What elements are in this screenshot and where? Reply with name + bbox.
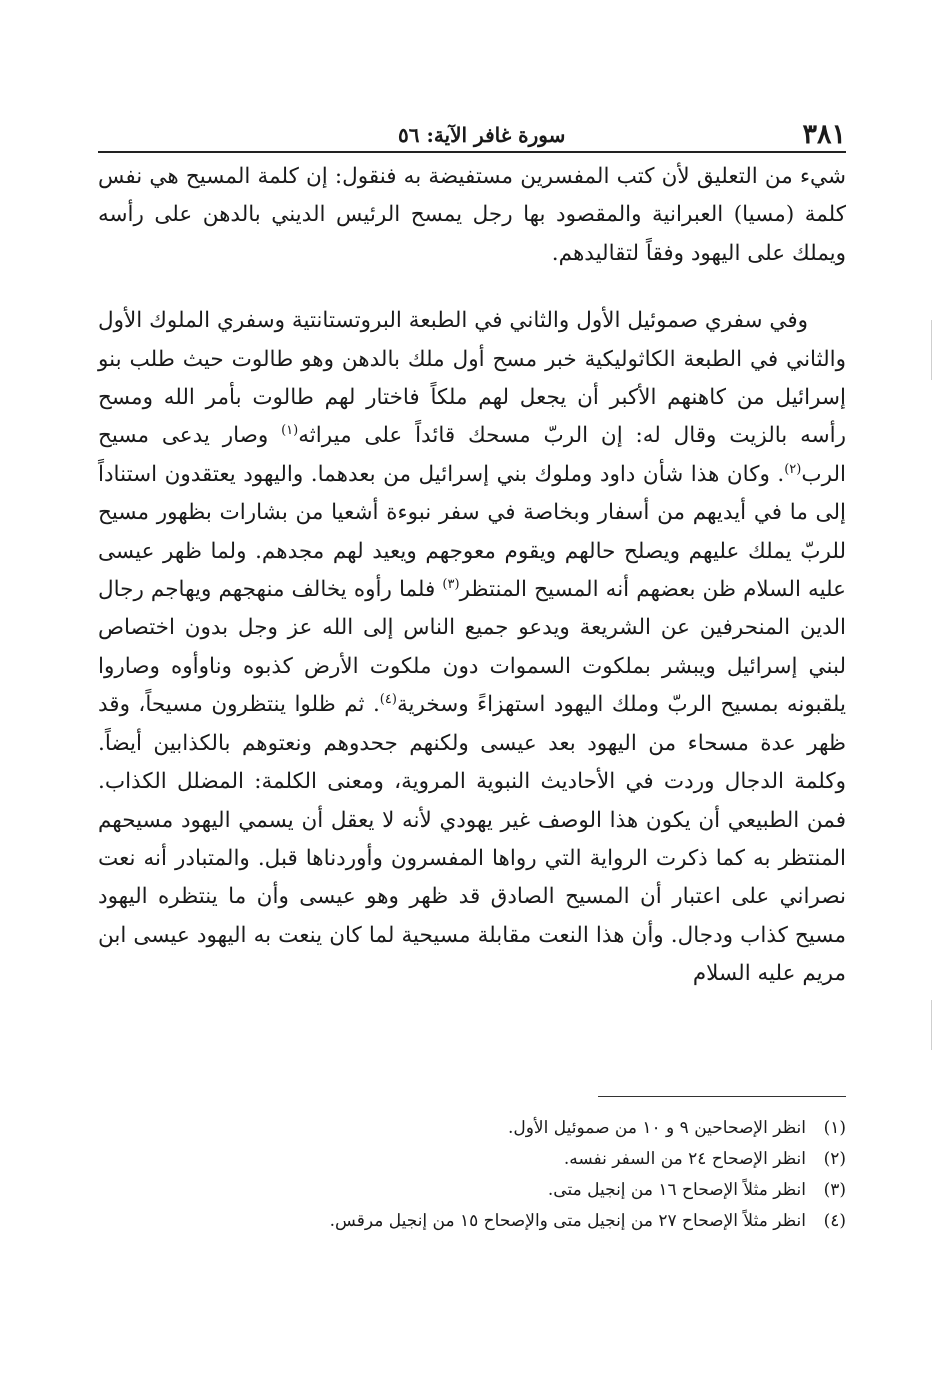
paragraph-2-part-c: . وكان هذا شأن داود وملوك بني إسرائيل من بعدهما. واليهود يعتقدون استناداً إلى ما في أيديهم من أسفار وبخاصة في سفر نبوءة أشعيا من بشارات بظهور مسيح للربّ يملك عليهم ويصلح حالهم ويقوم معوجهم ويعيد لهم مجدهم. ولما ظهر عيسى عليه السلام ظن بعضهم أنه المسيح المنتظر <box>98 461 847 603</box>
footnote-ref-2: (٢) <box>784 461 802 477</box>
footnote-3 <box>98 1175 846 1206</box>
footnote-1 <box>98 1113 846 1144</box>
paragraph-2 <box>98 302 846 993</box>
footnote-ref-1: (١) <box>281 423 299 439</box>
footnotes <box>98 1113 846 1237</box>
footnote-ref-4: (٤) <box>379 692 397 708</box>
footnote-2 <box>98 1144 846 1175</box>
page-header <box>98 116 846 150</box>
body-text <box>98 158 846 994</box>
scan-margin-mark <box>931 320 932 380</box>
page-number: ٣٨١ <box>802 119 846 150</box>
footnote-text: انظر مثلاً الإصحاح ١٦ من إنجيل متى. <box>547 1180 806 1200</box>
scan-margin-mark <box>931 1000 932 1050</box>
footnote-number: (٢) <box>823 1149 846 1169</box>
running-title: سورة غافر الآية: ٥٦ <box>398 123 566 147</box>
paragraph-2-part-a: وفي سفري صموئيل الأول والثاني في الطبعة البروتستانتية وسفري الملوك الأول والثاني في الطبعة الكاثوليكية خبر مسح أول ملك بالدهن وهو طالوت حيث طلب بنو إسرائيل من كاهنهم الأكبر أن يجعل لهم ملكاً فاختار لهم طالوت بأمر الله ومسح رأسه بالزيت وقال له: إن الربّ مسحك قائداً على ميراثه <box>98 308 846 449</box>
footnote-text: انظر الإصحاحين ٩ و ١٠ من صموئيل الأول. <box>507 1118 806 1138</box>
paragraph-2-part-b: وصار يدعى مسيح الرب <box>98 423 846 487</box>
footnote-number: (٣) <box>823 1180 846 1200</box>
footnote-4 <box>98 1206 846 1237</box>
footnote-text: انظر الإصحاح ٢٤ من السفر نفسه. <box>563 1149 806 1169</box>
footnote-number: (٤) <box>823 1211 846 1231</box>
footnote-number: (١) <box>823 1118 846 1138</box>
paragraph-1: شيء من التعليق لأن كتب المفسرين مستفيضة به فنقول: إن كلمة المسيح هي نفس كلمة (مسيا) العبرانية والمقصود بها رجل يمسح الرئيس الديني بالدهن على رأسه ويملك على اليهود وفقاً لتقاليدهم. <box>98 164 846 266</box>
paragraph-2-part-e: . ثم ظلوا ينتظرون مسيحاً، وقد ظهر عدة مسحاء من اليهود بعد عيسى ولكنهم جحدوهم ونعتوهم بالكذابين أيضاً. وكلمة الدجال وردت في الأحاديث النبوية المروية، ومعنى الكلمة: المضلل الكذاب. فمن الطبيعي أن يكون هذا الوصف غير يهودي لأنه لا يعقل أن يسمي اليهود مسيحهم المنتظر به كما ذكرت الرواية التي رواها المفسرون وأوردناها قبل. والمتبادر أنه نعت نصراني على اعتبار أن المسيح الصادق قد ظهر وهو عيسى وأن ما ينتظره اليهود مسيح كذاب ودجال. وأن هذا النعت مقابلة مسيحية لما كان ينعت به اليهود عيسى ابن مريم عليه السلام <box>98 692 846 987</box>
footnote-rule <box>598 1096 846 1097</box>
header-rule <box>98 151 846 153</box>
footnote-ref-3: (٣) <box>442 576 460 592</box>
paragraph-2-part-d: فلما رأوه يخالف منهجهم ويهاجم رجال الدين المنحرفين عن الشريعة ويدعو جميع الناس إلى الله عز وجل بدون اختصاص لبني إسرائيل ويبشر بملكوت السموات دون ملكوت الأرض كذبوه وناوأوه وصاروا يلقبونه بمسيح الربّ وملك اليهود استهزاءً وسخرية <box>98 577 846 718</box>
footnote-text: انظر مثلاً الإصحاح ٢٧ من إنجيل متى والإصحاح ١٥ من إنجيل مرقس. <box>329 1211 806 1231</box>
